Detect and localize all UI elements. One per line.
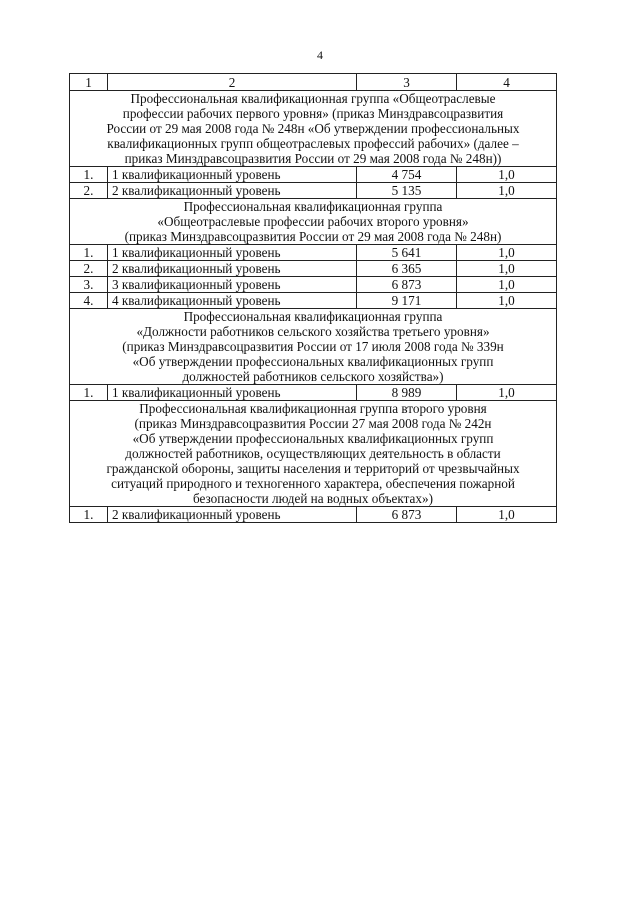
coefficient: 1,0 — [457, 261, 557, 277]
group-title-line: должностей работников сельского хозяйства») — [182, 369, 444, 384]
salary-amount: 4 754 — [357, 167, 457, 183]
salary-amount: 5 641 — [357, 245, 457, 261]
table-row — [70, 507, 557, 523]
qualification-level: 4 квалификационный уровень — [108, 293, 357, 309]
row-number: 3. — [70, 277, 108, 293]
group-title-line: должностей работников, осуществляющих деятельность в области — [125, 446, 501, 461]
header-col-4: 4 — [457, 74, 557, 91]
group-title — [70, 309, 557, 385]
group-title-line: Профессиональная квалификационная группа — [183, 199, 443, 214]
group-title-line: гражданской обороны, защиты населения и территорий от чрезвычайных — [106, 461, 520, 476]
group-title-line: «Об утверждении профессиональных квалификационных групп — [132, 431, 494, 446]
group-title-line: «Общеотраслевые профессии рабочих второго уровня» — [157, 214, 469, 229]
table-row — [70, 261, 557, 277]
group-title-line: «Должности работников сельского хозяйства третьего уровня» — [136, 324, 490, 339]
row-number: 2. — [70, 261, 108, 277]
salary-amount: 6 873 — [357, 507, 457, 523]
group-title — [70, 91, 557, 167]
header-row — [70, 74, 557, 91]
table-row — [70, 245, 557, 261]
coefficient: 1,0 — [457, 385, 557, 401]
group-title-line: Профессиональная квалификационная группа второго уровня — [139, 401, 487, 416]
table-row — [70, 385, 557, 401]
table-row — [70, 183, 557, 199]
group-title-row — [70, 199, 557, 245]
coefficient: 1,0 — [457, 183, 557, 199]
coefficient: 1,0 — [457, 293, 557, 309]
group-title-line: Профессиональная квалификационная группа «Общеотраслевые — [130, 91, 496, 106]
qualification-level: 1 квалификационный уровень — [108, 245, 357, 261]
salary-amount: 5 135 — [357, 183, 457, 199]
group-title — [70, 199, 557, 245]
row-number: 1. — [70, 385, 108, 401]
coefficient: 1,0 — [457, 245, 557, 261]
salary-table-body — [70, 74, 557, 523]
salary-table — [69, 73, 557, 523]
page-number: 4 — [317, 48, 323, 62]
group-title-line: ситуаций природного и техногенного характера, обеспечения пожарной — [111, 476, 515, 491]
row-number: 2. — [70, 183, 108, 199]
table-row — [70, 293, 557, 309]
group-title-line: безопасности людей на водных объектах») — [193, 491, 433, 506]
salary-amount: 8 989 — [357, 385, 457, 401]
group-title-line: Профессиональная квалификационная группа — [183, 309, 443, 324]
group-title-row — [70, 91, 557, 167]
group-title-line: профессии рабочих первого уровня» (приказ Минздравсоцразвития — [122, 106, 504, 121]
row-number: 1. — [70, 507, 108, 523]
qualification-level: 2 квалификационный уровень — [108, 183, 357, 199]
group-title-line: (приказ Минздравсоцразвития России 27 мая 2008 года № 242н — [134, 416, 492, 431]
coefficient: 1,0 — [457, 277, 557, 293]
qualification-level: 1 квалификационный уровень — [108, 167, 357, 183]
qualification-level: 2 квалификационный уровень — [108, 261, 357, 277]
group-title-line: квалификационных групп общеотраслевых профессий рабочих» (далее – — [107, 136, 519, 151]
group-title-line: России от 29 мая 2008 года № 248н «Об утверждении профессиональных — [106, 121, 520, 136]
group-title-line: «Об утверждении профессиональных квалификационных групп — [132, 354, 494, 369]
salary-amount: 6 873 — [357, 277, 457, 293]
header-col-3: 3 — [357, 74, 457, 91]
salary-amount: 9 171 — [357, 293, 457, 309]
group-title-line: (приказ Минздравсоцразвития России от 17 июля 2008 года № 339н — [122, 339, 504, 354]
table-row — [70, 277, 557, 293]
header-col-2: 2 — [108, 74, 357, 91]
qualification-level: 2 квалификационный уровень — [108, 507, 357, 523]
group-title — [70, 401, 557, 507]
row-number: 1. — [70, 245, 108, 261]
salary-amount: 6 365 — [357, 261, 457, 277]
group-title-row — [70, 309, 557, 385]
header-col-1: 1 — [70, 74, 108, 91]
group-title-line: (приказ Минздравсоцразвития России от 29 мая 2008 года № 248н) — [124, 229, 502, 244]
table-row — [70, 167, 557, 183]
group-title-row — [70, 401, 557, 507]
qualification-level: 3 квалификационный уровень — [108, 277, 357, 293]
group-title-line: приказ Минздравсоцразвития России от 29 мая 2008 года № 248н)) — [124, 151, 502, 166]
coefficient: 1,0 — [457, 167, 557, 183]
row-number: 1. — [70, 167, 108, 183]
coefficient: 1,0 — [457, 507, 557, 523]
qualification-level: 1 квалификационный уровень — [108, 385, 357, 401]
row-number: 4. — [70, 293, 108, 309]
